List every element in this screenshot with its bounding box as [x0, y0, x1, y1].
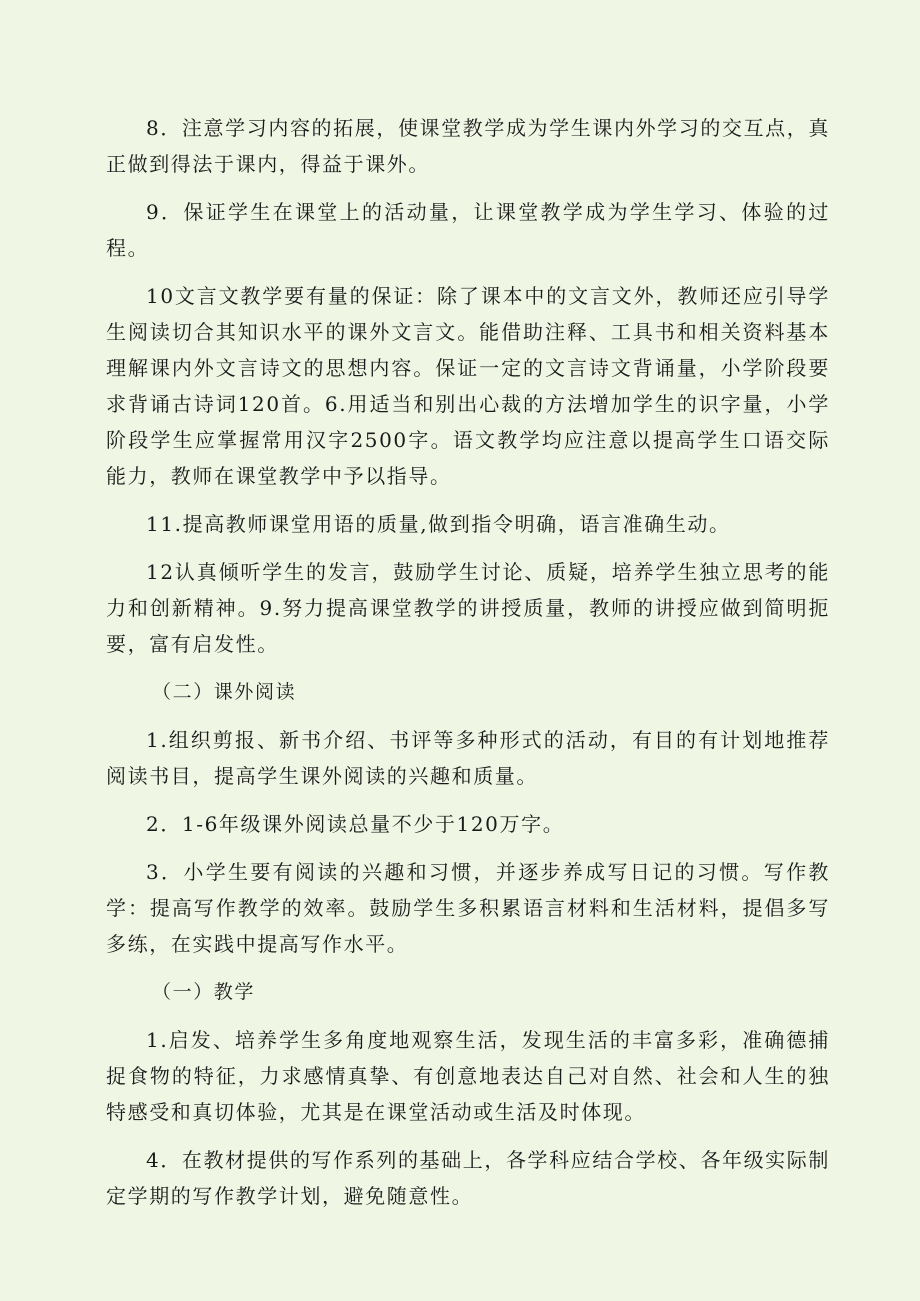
paragraph-reading-2: 2．1-6年级课外阅读总量不少于120万字。: [146, 812, 565, 836]
document-body: [106, 110, 830, 1226]
paragraph-teaching-4: 4．在教材提供的写作系列的基础上，各学科应结合学校、各年级实际制定学期的写作教学计划，避免随意性。: [106, 1148, 830, 1208]
paragraph-item-9: 9．保证学生在课堂上的活动量，让课堂教学成为学生学习、体验的过程。: [106, 200, 830, 260]
section-heading-teaching: （一）教学: [152, 981, 256, 1003]
section-heading-extracurricular-reading: （二）课外阅读: [152, 681, 297, 703]
paragraph-item-10: 10文言文教学要有量的保证：除了课本中的文言文外，教师还应引导学生阅读切合其知识水平的课外文言文。能借助注释、工具书和相关资料基本理解课内外文言诗文的思想内容。保证一定的文言诗文背诵量，小学阶段要求背诵古诗词120首。6.用适当和别出心裁的方法增加学生的识字量，小学阶段学生应掌握常用汉字2500字。语文教学均应注意以提高学生口语交际能力，教师在课堂教学中予以指导。: [106, 284, 830, 488]
paragraph-reading-1: 1.组织剪报、新书介绍、书评等多种形式的活动，有目的有计划地推荐阅读书目，提高学生课外阅读的兴趣和质量。: [106, 728, 830, 788]
paragraph-teaching-1: 1.启发、培养学生多角度地观察生活，发现生活的丰富多彩，准确德捕捉食物的特征，力求感情真挚、有创意地表达自己对自然、社会和人生的独特感受和真切体验，尤其是在课堂活动或生活及时体现。: [106, 1028, 830, 1124]
paragraph-item-8: 8．注意学习内容的拓展，使课堂教学成为学生课内外学习的交互点，真正做到得法于课内，得益于课外。: [106, 116, 830, 176]
paragraph-item-12: 12认真倾听学生的发言，鼓励学生讨论、质疑，培养学生独立思考的能力和创新精神。9.努力提高课堂教学的讲授质量，教师的讲授应做到简明扼要，富有启发性。: [106, 560, 830, 656]
paragraph-item-11: 11.提高教师课堂用语的质量,做到指令明确，语言准确生动。: [146, 512, 731, 536]
paragraph-reading-3: 3．小学生要有阅读的兴趣和习惯，并逐步养成写日记的习惯。写作教学：提高写作教学的效率。鼓励学生多积累语言材料和生活材料，提倡多写多练，在实践中提高写作水平。: [106, 860, 830, 956]
